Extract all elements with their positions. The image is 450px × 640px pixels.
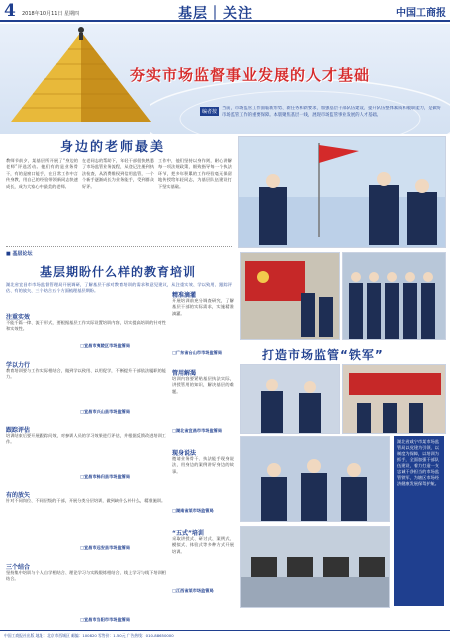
section-byline: □宜昌市兴山县市场监管局 [80,409,131,414]
divider [6,246,232,247]
officers-lineup-illustration [343,253,446,340]
section-byline: □广东省台山市市场监管局 [172,350,223,355]
computer-room-photo [240,526,390,608]
section-byline: □宜昌市夷陵区市场监管局 [80,343,131,348]
article2-lead: 湖北省宜昌市市场监督管理局开展调研，了解基层干部对教育培训的需求和意见建议，从注重实效、学以致用、跟踪评估、有的放矢、三个结合五个方面梳理基层期盼。 [6,282,232,294]
issue-date: 2018年10月11日 星期四 [22,11,80,17]
article3-sidebox: 湖北省咸宁市某市场监管局以党建为引领，以制度为保障，以培训为抓手，全面加强干部队伍建设，着力打造一支忠诚干净担当的市场监管铁军，为辖区市场经济健康发展保驾护航。 [394,436,444,606]
section-byline: □湖北省宜昌市市场监管局 [172,428,223,433]
officers-flag-illustration [239,137,446,248]
article1-col1: 教师节前夕，某基层所开展了“身边的老师”评选活动。他们有的是业务骨干，有的是窗口能手，在日常工作中言传身教，用自己的经验带领新同志快速成长，成为大家心中最美的老师。 [6,158,78,189]
section-heading: 三个结合 [6,564,31,571]
section-byline: □宜昌市远安县市场监管局 [80,545,131,550]
article3-title: 打造市场监管“铁军” [262,348,384,362]
section-heading: 精准滴灌 [172,292,197,299]
officers-photo-3-illustration [241,365,340,434]
section-byline: □江西省某市场监管局 [172,588,214,593]
training-photo [240,436,390,522]
training-illustration [241,437,390,522]
masthead [0,0,450,22]
article1-col3: 工作中，他们坚持以身作则，耐心讲解每一项法规政策，细致指导每一个执法环节，把多年积累的工作经验毫无保留地传授给年轻同志，为基层队伍建设打下坚实基础。 [158,158,232,189]
section-text: 坚持集中培训与个人自学相结合、理论学习与实践锻炼相结合、线上学习与线下培训相结合。 [6,570,166,582]
section-text: 邀请业务骨干、执法能手现身说法，用身边的案例讲好身边的故事。 [172,456,234,474]
section-heading: 有的放矢 [6,492,31,499]
section-text: 教育培训要与工作实际相结合，做到学以致用、以用促学，不断提升干部依法履职的能力。 [6,368,166,380]
hero-title: 夯实市场监督事业发展的人才基础 [130,66,371,84]
section-heading: 现身说法 [172,450,197,457]
section-heading: 管用解渴 [172,370,197,377]
section-heading: “五式”培训 [172,530,204,537]
section-heading: 学以力行 [6,362,31,369]
officers-photo-3 [240,364,340,434]
section-byline: □宜昌市当阳市市场监管局 [80,617,131,622]
section-text: 培训内容要紧贴基层执法实际，讲授管用的知识，解决基层的难题。 [172,376,234,394]
section-text: 不能千篇一律、流于形式，要根据基层工作实际设置培训内容，切实提高培训的针对性和实效性。 [6,320,166,332]
section-title: 基层｜关注 [178,6,253,22]
section-text: 针对不同岗位、不同层级的干部，开展分类分层培训，做到缺什么补什么，精准施训。 [6,498,166,503]
section-heading: 注重实效 [6,314,31,321]
banner-illustration [343,365,446,434]
party-flag-photo [240,252,340,340]
section-heading: 跟踪评估 [6,427,31,434]
editor-note: 当前，市场监管工作面临新形势、新任务和新要求，加强基层干部队伍建设、提升队伍整体素质和履职能力，是做好市场监管工作的重要保障。本版聚焦基层一线，展现市场监管事业发展的人才基础。 [222,106,442,118]
page-number: 4 [4,1,16,21]
newspaper-brand: 中国工商报 [396,8,446,19]
computer-room-illustration [241,527,390,608]
officers-flag-photo [238,136,446,248]
article2-title: 基层期盼什么样的教育培训 [40,265,197,279]
officers-lineup-photo [342,252,446,340]
section-text: 采取讲授式、研讨式、案例式、模拟式、体验式等多种方式开展培训。 [172,536,234,554]
page-footer: 中国工商报社出版 地址：北京市西城区 邮编：100820 零售价：1.50元 广告热线：010-88650000 [0,630,450,640]
section-byline: □宜昌市秭归县市场监管局 [80,474,131,479]
section-text: 培训结束后要开展跟踪问效，对参训人员的学习效果进行评估，并根据反馈改进培训工作。 [6,433,166,445]
section-text: 开展培训前充分调查研究，了解基层干部的实际需求，实施精准滴灌。 [172,298,234,316]
forum-tag: ■ 基层论坛 [6,251,33,257]
hero-banner [0,24,450,134]
editor-label: 编者按 [202,109,218,115]
party-flag-illustration [241,253,340,340]
article1-title: 身边的老师最美 [60,140,166,155]
section-byline: □湖南省某市场监管局 [172,508,214,513]
article1-col2: 在老同志的帮助下，年轻干部很快熟悉了市场监管业务流程，从登记注册到执法检查，从消费维权到信用监管，一个个新手逐渐成长为业务能手，受到群众好评。 [82,158,154,189]
banner-photo [342,364,446,434]
